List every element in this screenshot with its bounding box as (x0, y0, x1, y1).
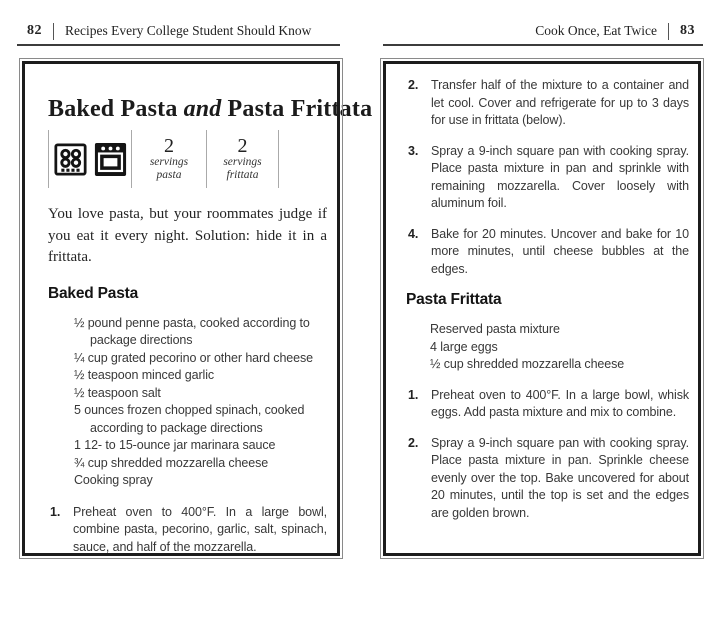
ingredient-item: ¼ cup grated pecorino or other hard cheese (74, 350, 314, 365)
page-title-post: Pasta Frittata (227, 96, 373, 122)
running-title-left: Recipes Every College Student Should Know (65, 23, 312, 38)
running-header-left (17, 24, 340, 46)
servings-cell-pasta (131, 130, 206, 188)
step-text: Spray a 9-inch square pan with cooking spray. Place pasta mixture in pan and sprinkle with remaining mozzarella. Cover loosely with aluminum foil. (431, 143, 689, 210)
step-text: Bake for 20 minutes. Uncover and bake for 10 more minutes, until cheese bubbles at the edges. (431, 226, 689, 276)
step-list-baked-pasta-continued (406, 77, 689, 278)
step-text: Preheat oven to 400°F. In a large bowl, combine pasta, pecorino, garlic, salt, spinach, sauce, and half of the mozzarella. (73, 504, 327, 554)
ingredient-item: ¾ cup shredded mozzarella cheese (74, 455, 269, 470)
servings-dish: pasta (156, 169, 182, 181)
ingredient-item: ½ cup shredded mozzarella cheese (430, 357, 625, 371)
oven-icon (94, 142, 127, 177)
header-divider-right (668, 23, 669, 40)
running-header-right (383, 24, 703, 46)
ingredient-item: Cooking spray (74, 473, 153, 487)
servings-value: 2 (237, 134, 248, 157)
step-number: 1. (408, 387, 419, 402)
ingredient-item: Reserved pasta mixture (430, 322, 560, 336)
step-item (48, 504, 327, 557)
step-item (406, 387, 689, 422)
ingredient-item: ½ pound penne pasta, cooked according to package directions (74, 315, 310, 347)
servings-dish: frittata (226, 169, 259, 181)
recipe-page-left (22, 61, 373, 556)
page-number-left: 82 (27, 23, 42, 38)
page-title-pre: Baked Pasta (48, 96, 178, 122)
section-heading-baked-pasta: Baked Pasta (48, 284, 138, 302)
step-item (406, 143, 689, 213)
ingredient-item: 4 large eggs (430, 339, 498, 354)
step-number: 4. (408, 226, 419, 241)
section-heading-pasta-frittata: Pasta Frittata (406, 291, 502, 308)
step-item (406, 226, 689, 279)
ingredient-item: ½ teaspoon salt (74, 385, 161, 400)
step-list-pasta-frittata (406, 387, 689, 523)
ingredient-item: ½ teaspoon minced garlic (74, 368, 215, 382)
servings-value: 2 (164, 134, 174, 157)
ingredient-item: 5 ounces frozen chopped spinach, cooked according to package directions (74, 403, 305, 435)
step-number: 1. (50, 504, 61, 519)
ingredient-list-baked-pasta (74, 315, 325, 490)
servings-info-bar (48, 130, 327, 188)
servings-unit: servings (223, 155, 262, 168)
step-text: Preheat oven to 400°F. In a large bowl, whisk eggs. Add pasta mixture and mix to combine. (431, 387, 689, 419)
running-title-right: Cook Once, Eat Twice (535, 23, 657, 38)
step-number: 2. (408, 78, 419, 92)
step-item (406, 435, 689, 523)
equipment-icons-cell (48, 130, 131, 188)
step-text: Spray a 9-inch square pan with cooking spray. Place pasta mixture in pan. Sprinkle cheese evenly over the top. Bake uncovered for about 20 minutes, until the top is set and the edges are golden brown. (431, 435, 689, 520)
page-title (48, 96, 373, 123)
step-list-baked-pasta (48, 504, 327, 557)
page-number-right: 83 (680, 23, 695, 38)
stovetop-icon (54, 143, 87, 176)
step-text: Transfer half of the mixture to a container and let cool. Cover and refrigerate for up to 3 days for use in frittata (below). (431, 78, 689, 127)
header-divider-left (53, 23, 54, 40)
servings-unit: servings (149, 155, 189, 168)
intro-text: You love pasta, but your roommates judge if you eat it every night. Solution: hide it in a frittata. (48, 206, 327, 265)
step-number: 3. (408, 143, 419, 158)
ingredient-item: 1 12- to 15-ounce jar marinara sauce (74, 438, 276, 452)
step-number: 2. (408, 435, 419, 450)
ingredient-list-pasta-frittata (430, 321, 687, 374)
recipe-page-right (383, 61, 701, 556)
page-title-conjunction: and (183, 96, 222, 122)
servings-cell-frittata (206, 130, 279, 188)
step-item (406, 77, 689, 130)
